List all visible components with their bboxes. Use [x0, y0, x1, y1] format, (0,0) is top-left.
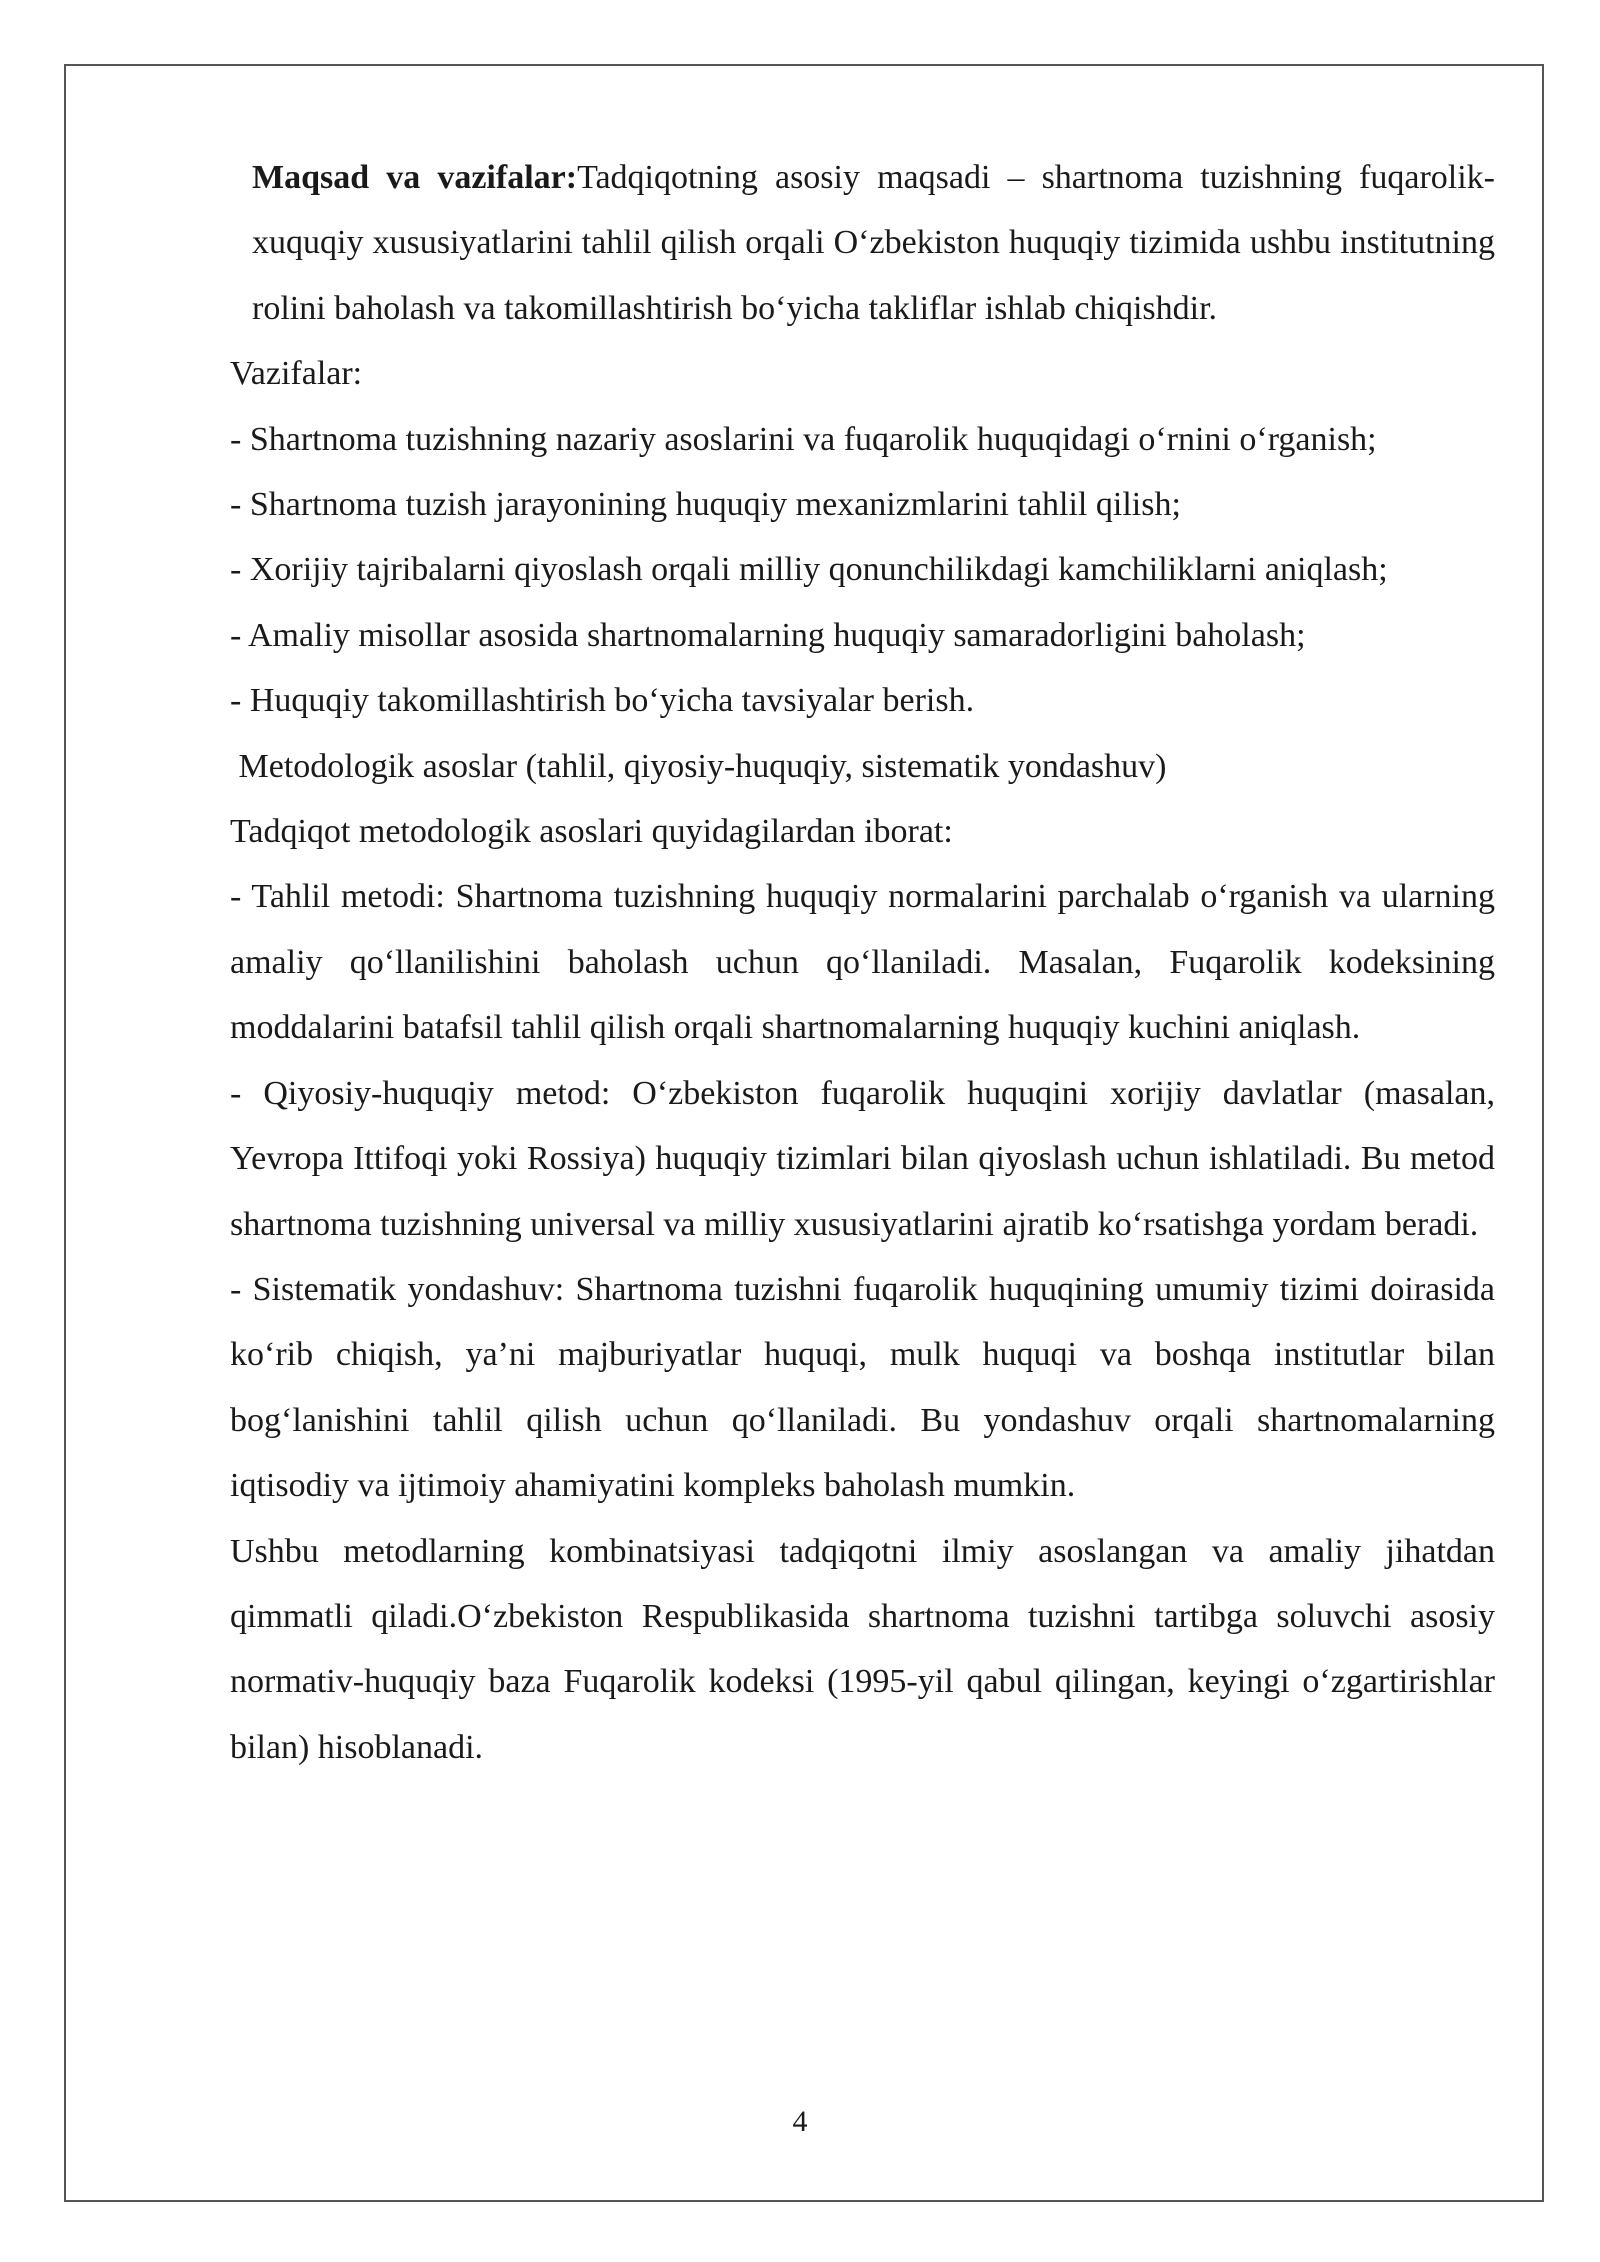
goals-text: Tadqiqotning asosiy maqsadi – shartnoma tuzishning fuqarolik-xuquqiy xususiyatlarini tahlil qilish orqali O‘zbekiston huquqiy tizimida ushbu institutning rolini baholash va takomillashtirish bo‘yicha takliflar ishlab chiqishdir.	[252, 159, 1496, 327]
task-item: - Amaliy misollar asosida shartnomalarning huquqiy samaradorligini baholash;	[230, 616, 1306, 654]
goals-heading: Maqsad va vazifalar:	[252, 159, 578, 196]
task-item: - Xorijiy tajribalarni qiyoslash orqali milliy qonunchilikdagi kamchiliklarni aniqlash;	[230, 551, 1388, 589]
methods-intro: Tadqiqot metodologik asoslari quyidagilardan iborat:	[230, 813, 953, 851]
methods-title: Metodologik asoslar (tahlil, qiyosiy-huquqiy, sistematik yondashuv)	[230, 747, 1167, 785]
task-item: - Huquqiy takomillashtirish bo‘yicha tavsiyalar berish.	[230, 682, 975, 720]
method-item: - Sistematik yondashuv: Shartnoma tuzishni fuqarolik huquqining umumiy tizimi doirasida ko‘rib chiqish, ya’ni majburiyatlar huquqi, mulk huquqi va boshqa institutlar bilan bog‘lanishini tahlil qilish uchun qo‘llaniladi. Bu yondashuv orqali shartnomalarning iqtisodiy va ijtimoiy ahamiyatini kompleks baholash mumkin.	[230, 1270, 1495, 1505]
method-item: - Qiyosiy-huquqiy metod: O‘zbekiston fuqarolik huquqini xorijiy davlatlar (masalan, Yevropa Ittifoqi yoki Rossiya) huquqiy tizimlari bilan qiyoslash uchun ishlatiladi. Bu metod shartnoma tuzishning universal va milliy xususiyatlarini ajratib ko‘rsatishga yordam beradi.	[230, 1074, 1495, 1243]
task-item: - Shartnoma tuzish jarayonining huquqiy mexanizmlarini tahlil qilish;	[230, 486, 1181, 524]
task-item: - Shartnoma tuzishning nazariy asoslarini va fuqarolik huquqidagi o‘rnini o‘rganish;	[230, 420, 1377, 458]
method-item: - Tahlil metodi: Shartnoma tuzishning huquqiy normalarini parchalab o‘rganish va ularning amaliy qo‘llanilishini baholash uchun qo‘llaniladi. Masalan, Fuqarolik kodeksining moddalarini batafsil tahlil qilish orqali shartnomalarning huquqiy kuchini aniqlash.	[230, 878, 1495, 1047]
methods-conclusion: Ushbu metodlarning kombinatsiyasi tadqiqotni ilmiy asoslangan va amaliy jihatdan qimmatli qiladi.O‘zbekiston Respublikasida shartnoma tuzishni tartibga soluvchi asosiy normativ-huquqiy baza Fuqarolik kodeksi (1995-yil qabul qilingan, keyingi o‘zgartirishlar bilan) hisoblanadi.	[230, 1532, 1495, 1766]
goals-paragraph	[230, 145, 1495, 341]
tasks-title: Vazifalar:	[230, 355, 363, 393]
document-body	[230, 145, 1495, 1780]
page-number: 4	[792, 2105, 808, 2138]
